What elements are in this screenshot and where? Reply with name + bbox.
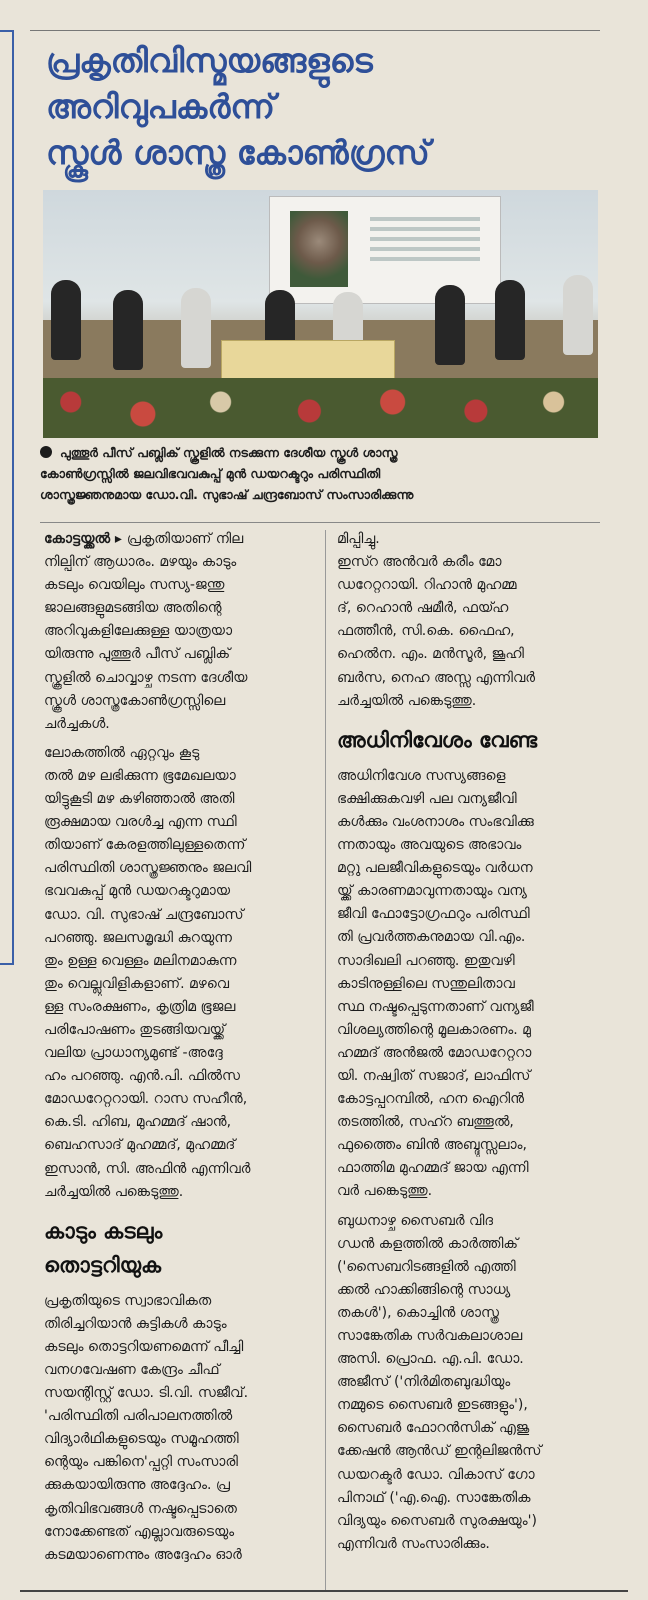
caption-rule	[40, 522, 600, 523]
text-line: സാദിഖലി പറഞ്ഞു. ഇതുവഴി	[337, 952, 515, 969]
text-line: സൈബർ ഫോറൻസിക് എജു	[337, 1420, 530, 1437]
text-line: പരിപോഷണം തുടങ്ങിയവയ്ക്ക്	[44, 1021, 226, 1038]
text-line: കടമയാണെന്നും അദ്ദേഹം ഓർ	[44, 1546, 242, 1563]
text-line: സയന്റിസ്റ്റ് ഡോ. ടി.വി. സജീവ്.	[44, 1385, 249, 1402]
caption-line: കോൺഗ്രസ്സിൽ ജലവിഭവവകുപ്പ് മുൻ ഡയറക്ടറും പരിസ്ഥിതി	[40, 466, 381, 481]
text-line: കാടിനുള്ളിലെ സന്തുലിതാവ	[337, 975, 515, 992]
text-line: ഹം പറഞ്ഞു. എൻ.പി. ഫിൽസ	[44, 1068, 240, 1085]
text-line: നില്പിന് ആധാരം. മഴയും കാടും	[44, 554, 237, 571]
text-line: ബുധനാഴ്ച സൈബർ വിദ	[337, 1212, 494, 1229]
text-line: മിപ്പിച്ചു.	[337, 531, 380, 547]
headline-line: സ്കൂൾ ശാസ്ത്ര കോൺഗ്രസ്	[46, 133, 430, 172]
border-foot	[0, 963, 14, 965]
headline-line: പ്രകൃതിവിസ്മയങ്ങളുടെ	[46, 41, 373, 80]
photo-caption	[40, 442, 600, 505]
text-line: നമ്മുടെ സൈബർ ഇടങ്ങളും'),	[337, 1397, 528, 1414]
text-line: ഭവവകുപ്പ് മുൻ ഡയറക്ടറുമായ	[44, 883, 231, 900]
text-line: വനഗവേഷണ കേന്ദ്രം ചീഫ്	[44, 1362, 220, 1378]
caption-line: പുത്തൂർ പീസ് പബ്ലിക് സ്കൂളിൽ നടക്കുന്ന ദേശീയ സ്കൂൾ ശാസ്ത്ര	[40, 442, 600, 463]
text-line: ഡോ. വി. സുഭാഷ് ചന്ദ്രബോസ്	[44, 906, 244, 923]
paragraph	[337, 765, 599, 1204]
text-line: ജീവി ഫോട്ടോഗ്രഫറും പരിസ്ഥി	[337, 906, 530, 923]
text-line: തും വെല്ലുവിളികളാണ്. മഴവെ	[44, 975, 230, 992]
text-line: തടത്തിൽ, സഹ്റ ബത്തൂൽ,	[337, 1114, 514, 1131]
subheading	[337, 723, 599, 757]
headline-line: അറിവുപകർന്ന്	[46, 87, 275, 126]
panelist	[181, 288, 211, 368]
projection-screen	[269, 196, 501, 304]
top-rule	[30, 30, 600, 31]
flower-decoration	[43, 378, 598, 438]
stage-table	[221, 340, 395, 382]
text-line: യിട്ടുകൂടി മഴ കഴിഞ്ഞാൽ അതി	[44, 791, 235, 808]
text-line: തൽ മഴ ലഭിക്കുന്ന ഭൂമേഖലയാ	[44, 767, 236, 784]
article-column-left	[44, 528, 306, 1573]
subheading	[44, 1214, 306, 1282]
text-line: കൾക്കും വംശനാശം സംഭവിക്കു	[337, 813, 534, 830]
text-line: സാങ്കേതിക സർവകലാശാല	[337, 1328, 523, 1344]
text-line: ലോകത്തിൽ ഏറ്റവും കൂടു	[44, 744, 200, 761]
text-line: വിശല്യത്തിന്റെ മൂലകാരണം. മു	[337, 1021, 531, 1038]
text-line: ഗ്ധൻ കളത്തിൽ കാർത്തിക്	[337, 1235, 519, 1252]
panelist	[495, 280, 525, 360]
text-line: തിരിച്ചറിയാൻ കുട്ടികൾ കാടും	[44, 1315, 227, 1332]
text-line: ക്കേഷൻ ആൻഡ് ഇന്റലിജൻസ്	[337, 1443, 542, 1460]
text-line: രൂക്ഷമായ വരൾച്ച എന്ന സ്ഥി	[44, 814, 237, 831]
text-line: ഇസ്റ അൻവർ കരീം മോ	[337, 554, 502, 571]
column-divider	[325, 530, 326, 1590]
text-line: തൊട്ടറിയുക	[44, 1252, 162, 1277]
text-line: കടലും വെയിലും സസ്യ-ജന്തു	[44, 577, 225, 594]
text-line: ക്കുകയായിരുന്നു അദ്ദേഹം. പ്ര	[44, 1477, 230, 1494]
text-line: ബെഹസാദ് മുഹമ്മദ്, മുഹമ്മദ്	[44, 1137, 236, 1154]
text-line: തിയാണ് കേരളത്തിലുള്ളതെന്ന്	[44, 837, 246, 854]
headline	[46, 38, 606, 176]
text-line: ഡറേറ്ററായി. റിഹാൻ മുഹമ്മ	[337, 577, 517, 594]
text-line: വിദ്യയും സൈബർ സുരക്ഷയും')	[337, 1512, 537, 1529]
paragraph	[337, 1210, 599, 1556]
dateline: കോട്ടയ്ക്കൽ ▸	[44, 531, 127, 547]
text-line: ഫത്തീൻ, സി.കെ. ഫൈഹ,	[337, 623, 515, 640]
text-line: എന്നിവർ സംസാരിക്കും.	[337, 1535, 490, 1552]
text-line: ഭക്ഷിക്കുകവഴി പല വന്യജീവി	[337, 790, 517, 807]
text-line: പരിസ്ഥിതി ശാസ്ത്രജ്ഞനും ജലവി	[44, 860, 252, 877]
text-line: കോട്ടപ്പറമ്പിൽ, ഹന ഐറിൻ	[337, 1091, 525, 1108]
text-line: ദ്, റെഹാൻ ഷമീർ, ഫയ്ഹ	[337, 600, 509, 617]
text-line: യി. നഷ്വിത് സജാദ്, ലാഫിസ്	[337, 1067, 531, 1084]
text-line: സ്കൂൾ ശാസ്ത്രകോൺഗ്രസ്സിലെ	[44, 692, 226, 709]
text-line: നോക്കേണ്ടത് എല്ലാവരുടെയും	[44, 1523, 235, 1540]
paragraph	[44, 742, 306, 1204]
text-line: ഹെൽന. എം. മൻസൂർ, ജൂഹി	[337, 646, 524, 663]
text-line: അറിവുകളിലേക്കുള്ള യാത്രയാ	[44, 623, 233, 640]
text-line: ഡയറക്ടർ ഡോ. വികാസ് ഗോ	[337, 1466, 535, 1483]
panelist	[435, 285, 465, 365]
text-line: കാടും കടലും	[44, 1218, 163, 1243]
text-line: കോട്ടയ്ക്കൽ ▸ പ്രകൃതിയാണ് നില	[44, 531, 244, 547]
paragraph	[44, 1290, 306, 1567]
left-border-rule	[12, 30, 14, 965]
text-line: ബർസ, നെഹ അസ്സ എന്നിവർ	[337, 669, 536, 686]
text-line: കെ.ടി. ഹിബ, മുഹമ്മദ് ഷാൻ,	[44, 1114, 232, 1131]
text-line: പ്രകൃതിയുടെ സ്വാഭാവികത	[44, 1292, 212, 1309]
paragraph	[337, 528, 599, 713]
text-line: യിരുന്നു പുത്തൂർ പീസ് പബ്ലിക്	[44, 646, 231, 663]
text-line: ഹമ്മദ് അൻജൽ മോഡറേറ്ററാ	[337, 1044, 532, 1061]
text-line: ചർച്ചകൾ.	[44, 715, 110, 732]
text-line: ചർച്ചയിൽ പങ്കെടുത്തു.	[44, 1183, 184, 1200]
text-line: ചർച്ചയിൽ പങ്കെടുത്തു.	[337, 692, 477, 709]
paragraph	[44, 528, 306, 736]
text-line: പിനാഥ് ('എ.ഐ. സാങ്കേതിക	[337, 1489, 531, 1506]
text-line: ന്നതായും അവയുടെ അഭാവം	[337, 837, 522, 854]
text-line: ള്ള സംരക്ഷണം, കൃത്രിമ ഭൂജല	[44, 998, 236, 1015]
text-line: അജീസ് ('നിർമിതബുദ്ധിയും	[337, 1374, 511, 1391]
text-line: സ്കൂളിൽ ചൊവ്വാഴ്ച നടന്ന ദേശീയ	[44, 669, 248, 686]
text-line: ('സൈബറിടങ്ങളിൽ എത്തി	[337, 1258, 516, 1275]
text-line: ജാലങ്ങളുമടങ്ങിയ അതിന്റെ	[44, 600, 222, 617]
article-column-right	[337, 528, 599, 1562]
text-line: കൃതിവിഭവങ്ങൾ നഷ്ടപ്പെടാതെ	[44, 1500, 237, 1517]
text-line: അസി. പ്രൊഫ. എ.പി. ഡോ.	[337, 1351, 524, 1368]
text-line: വിദ്യാർഥികളുടെയും സമൂഹത്തി	[44, 1431, 239, 1448]
panelist	[51, 280, 81, 360]
text-line: ഫാത്തിമ മുഹമ്മദ് ജായ എന്നി	[337, 1160, 529, 1177]
text-line: അധിനിവേശം വേണ്ട	[337, 727, 538, 752]
speaker-portrait	[290, 211, 348, 287]
event-photo	[43, 190, 598, 438]
bottom-rule	[20, 1590, 628, 1592]
text-line: വർ പങ്കെടുത്തു.	[337, 1183, 433, 1200]
text-line: ക്കൽ ഹാക്കിങ്ങിന്റെ സാധ്യ	[337, 1281, 511, 1298]
bullet-icon	[40, 446, 52, 458]
text-line: മറ്റു പലജീവികളുടെയും വർധന	[337, 860, 533, 877]
text-line: ഇസാൻ, സി. അഫിൻ എന്നിവർ	[44, 1160, 251, 1177]
text-line: യ്ക്ക് കാരണമാവുന്നതായും വന്യ	[337, 883, 527, 900]
text-line: തും ഉള്ള വെള്ളം മലിനമാകുന്ന	[44, 952, 237, 969]
text-line: സ്ഥ നഷ്ടപ്പെടുന്നതാണ് വന്യജീ	[337, 998, 534, 1015]
text-line: ന്റെയും പങ്കിനെ'പ്പറ്റി സംസാരി	[44, 1454, 238, 1471]
text-line: വലിയ പ്രാധാന്യമുണ്ട് -അദ്ദേ	[44, 1045, 223, 1062]
text-line: തകൾ'), കൊച്ചിൻ ശാസ്ത്ര	[337, 1304, 499, 1321]
text-line: തി പ്രവർത്തകനുമായ വി.എം.	[337, 929, 526, 946]
screen-text-lines	[370, 211, 480, 267]
text-line: 'പരിസ്ഥിതി പരിപാലനത്തിൽ	[44, 1408, 233, 1425]
caption-line: ശാസ്ത്രജ്ഞനുമായ ഡോ.വി. സുഭാഷ് ചന്ദ്രബോസ് സംസാരിക്കുന്നു	[40, 487, 414, 502]
text-line: കടലും തൊട്ടറിയണമെന്ന് പീച്ചി	[44, 1338, 244, 1355]
text-line: മോഡറേറ്ററായി. റാസ സഹീൻ,	[44, 1091, 248, 1108]
text-line: ഫുത്തൈം ബിൻ അബ്ദുസ്സലാം,	[337, 1137, 527, 1154]
text-line: പറഞ്ഞു. ജലസമൃദ്ധി കുറയുന്ന	[44, 929, 232, 946]
text-line: അധിനിവേശ സസ്യങ്ങളെ	[337, 767, 506, 784]
panelist	[113, 290, 143, 370]
panelist	[563, 275, 593, 355]
border-cap	[0, 30, 14, 32]
